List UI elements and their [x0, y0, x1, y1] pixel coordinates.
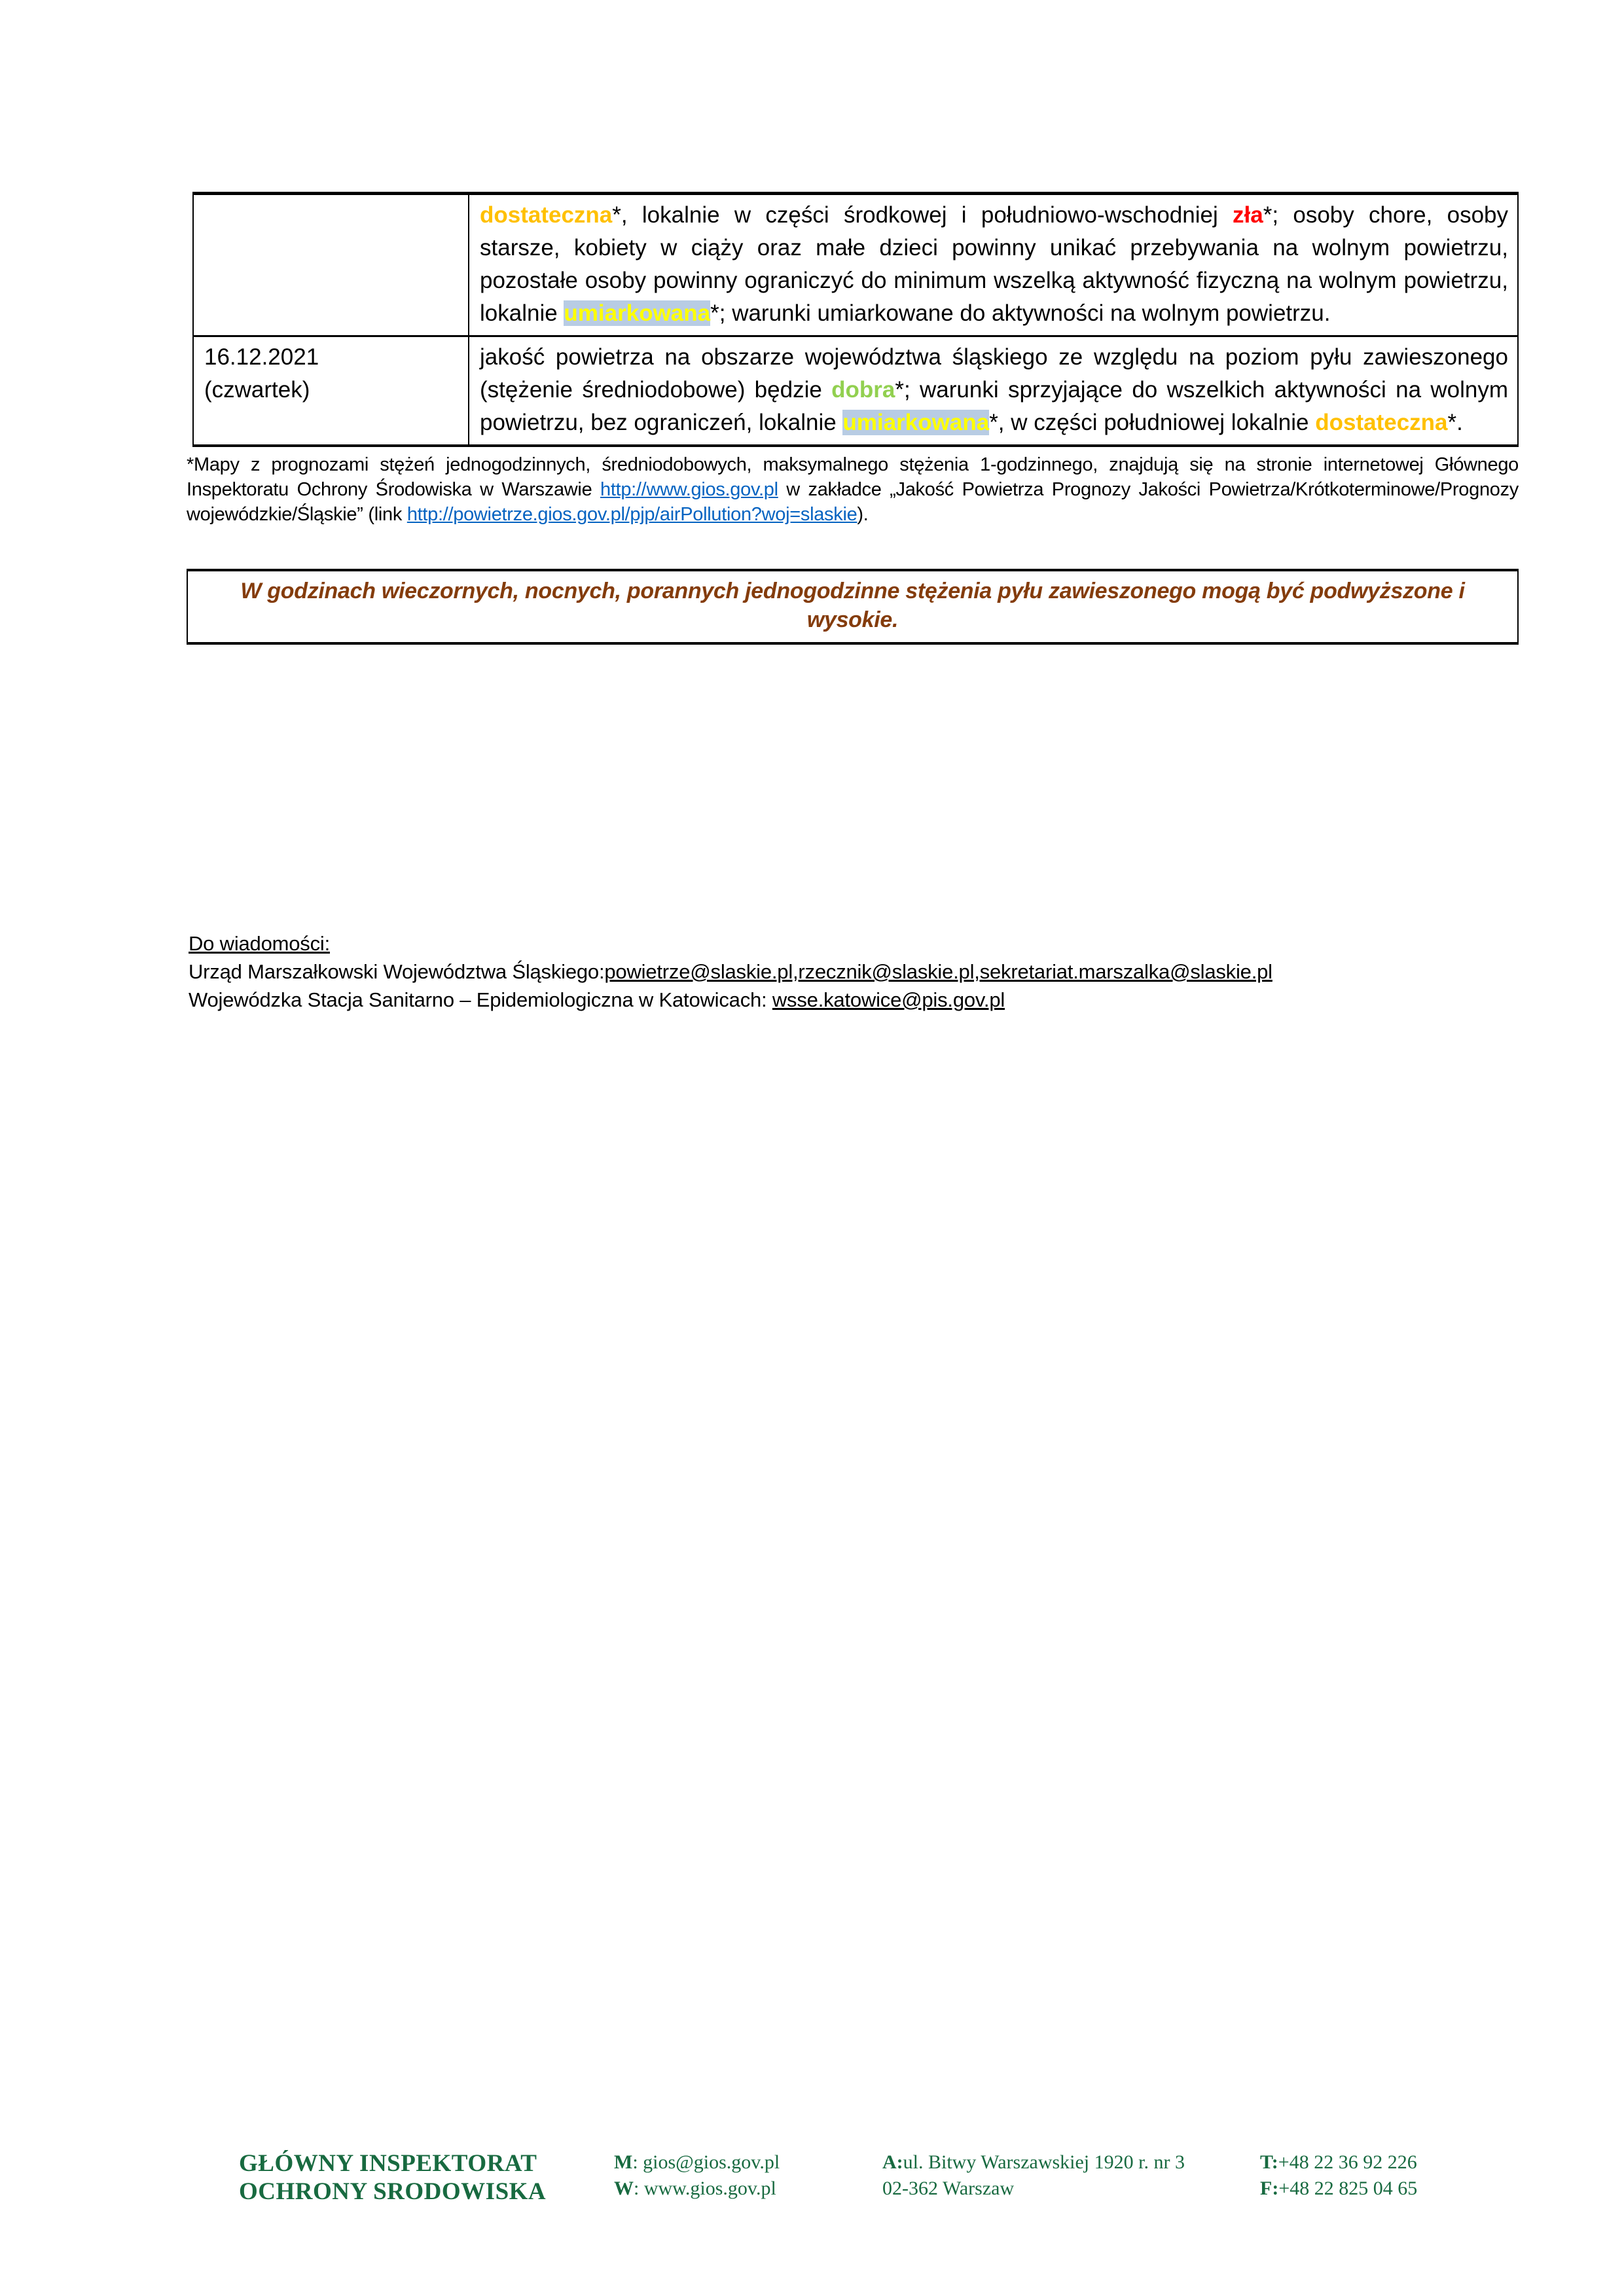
email-label: M [614, 2151, 633, 2173]
text-run: dostateczna [480, 202, 613, 228]
text-run: umiarkowana [564, 300, 711, 326]
maps-footnote [187, 452, 1519, 527]
text-run: *, w części południowej lokalnie [989, 410, 1316, 435]
org-name-line1: GŁÓWNY INSPEKTORAT [239, 2150, 537, 2177]
air-pollution-forecast-link[interactable]: http://powietrze.gios.gov.pl/pjp/airPollution?woj=slaskie [406, 504, 857, 525]
text-run: *. [1447, 410, 1463, 435]
text-run: Wojewódzka Stacja Sanitarno – Epidemiologiczna w Katowicach: [189, 988, 772, 1011]
text-run: zła [1233, 202, 1263, 228]
text-run: ). [857, 504, 869, 525]
forecast-rich-text [480, 202, 1508, 326]
text-run: *; osoby chore, osoby starsze, kobiety w ciąży oraz małe dzieci powinny unikać przebywania na wolnym powietrzu, pozostałe osoby powinny ograniczyć do minimum wszelką aktywność fizyczną na wolnym powietrzu, lokalnie [480, 202, 1509, 326]
distribution-line-marshal-office [189, 958, 1537, 986]
text-run: *, lokalnie w części środkowej i południowo-wschodniej [612, 202, 1233, 228]
footer-phone-line [1260, 2149, 1417, 2176]
forecast-date: 16.12.2021 [204, 344, 319, 370]
text-run: jakość powietrza na obszarze województwa śląskiego ze względu na poziom pyłu zawieszonego (stężenie średniodobowe) będzie [480, 344, 1508, 403]
text-run: *; warunki umiarkowane do aktywności na wolnym powietrzu. [710, 300, 1331, 326]
email-value: : gios@gios.gov.pl [632, 2151, 780, 2173]
forecast-text-cell [469, 336, 1518, 446]
gios-website-link[interactable]: http://www.gios.gov.pl [600, 479, 778, 500]
text-run: *; warunki sprzyjające do wszelkich aktywności na wolnym powietrzu, bez ograniczeń, lokalnie [480, 377, 1508, 435]
forecast-text-cell [469, 194, 1518, 336]
text-run: dobra [831, 377, 895, 403]
footer-contact-column [614, 2149, 780, 2202]
warning-box [187, 569, 1519, 645]
warning-text: W godzinach wieczornych, nocnych, porannych jednogodzinne stężenia pyłu zawieszonego mogą być podwyższone i wysokie. [240, 579, 1465, 632]
phone-label: T: [1260, 2151, 1278, 2173]
marshal-office-emails-link[interactable]: powietrze@slaskie.pl,rzecznik@slaskie.pl,sekretariat.marszalka@slaskie.pl [604, 960, 1272, 983]
forecast-weekday: (czwartek) [204, 377, 310, 403]
text-run: *Mapy z prognozami stężeń jednogodzinnych, średniodobowych, maksymalnego stężenia 1-godzinnego, znajdują się na stronie internetowej Głównego Inspektoratu Ochrony Środowiska w Warszawie [187, 454, 1519, 500]
date-cell [193, 336, 469, 446]
text-run: umiarkowana [842, 410, 990, 435]
phone-value: +48 22 36 92 226 [1278, 2151, 1417, 2173]
fax-value: +48 22 825 04 65 [1278, 2178, 1418, 2199]
address-value: ul. Bitwy Warszawskiej 1920 r. nr 3 [903, 2151, 1185, 2173]
forecast-row-continuation [193, 194, 1518, 336]
forecast-table [192, 192, 1519, 447]
text-run: dostateczna [1315, 410, 1448, 435]
footer-phone-column [1260, 2149, 1417, 2202]
date-cell-empty [193, 194, 469, 336]
wsse-email-link[interactable]: wsse.katowice@pis.gov.pl [772, 988, 1005, 1011]
footer-address-line1 [882, 2149, 1185, 2176]
address-label: A: [882, 2151, 903, 2173]
footer-fax-line [1260, 2176, 1417, 2202]
page-footer [0, 2149, 1624, 2228]
main-content [187, 192, 1519, 645]
fax-label: F: [1260, 2178, 1279, 2199]
forecast-rich-text [480, 344, 1508, 435]
footer-web-line [614, 2176, 780, 2202]
distribution-line-wsse [189, 986, 1537, 1014]
footer-address-line2: 02-362 Warszaw [882, 2178, 1015, 2199]
org-name-line2: OCHRONY SRODOWISKA [239, 2178, 547, 2205]
web-label: W [614, 2178, 634, 2199]
distribution-heading: Do wiadomości: [189, 932, 331, 955]
web-value: : www.gios.gov.pl [634, 2178, 776, 2199]
forecast-row-16-12-2021 [193, 336, 1518, 446]
footer-address-column [882, 2149, 1185, 2202]
distribution-list [189, 929, 1537, 1014]
inspectorate-logo-text [239, 2149, 546, 2206]
footer-email-line [614, 2149, 780, 2176]
text-run: w zakładce „Jakość Powietrza Prognozy Jakości Powietrza/Krótkoterminowe/Prognozy wojewódzkie/Śląskie” (link [187, 479, 1519, 525]
text-run: Urząd Marszałkowski Województwa Śląskiego: [189, 960, 605, 983]
